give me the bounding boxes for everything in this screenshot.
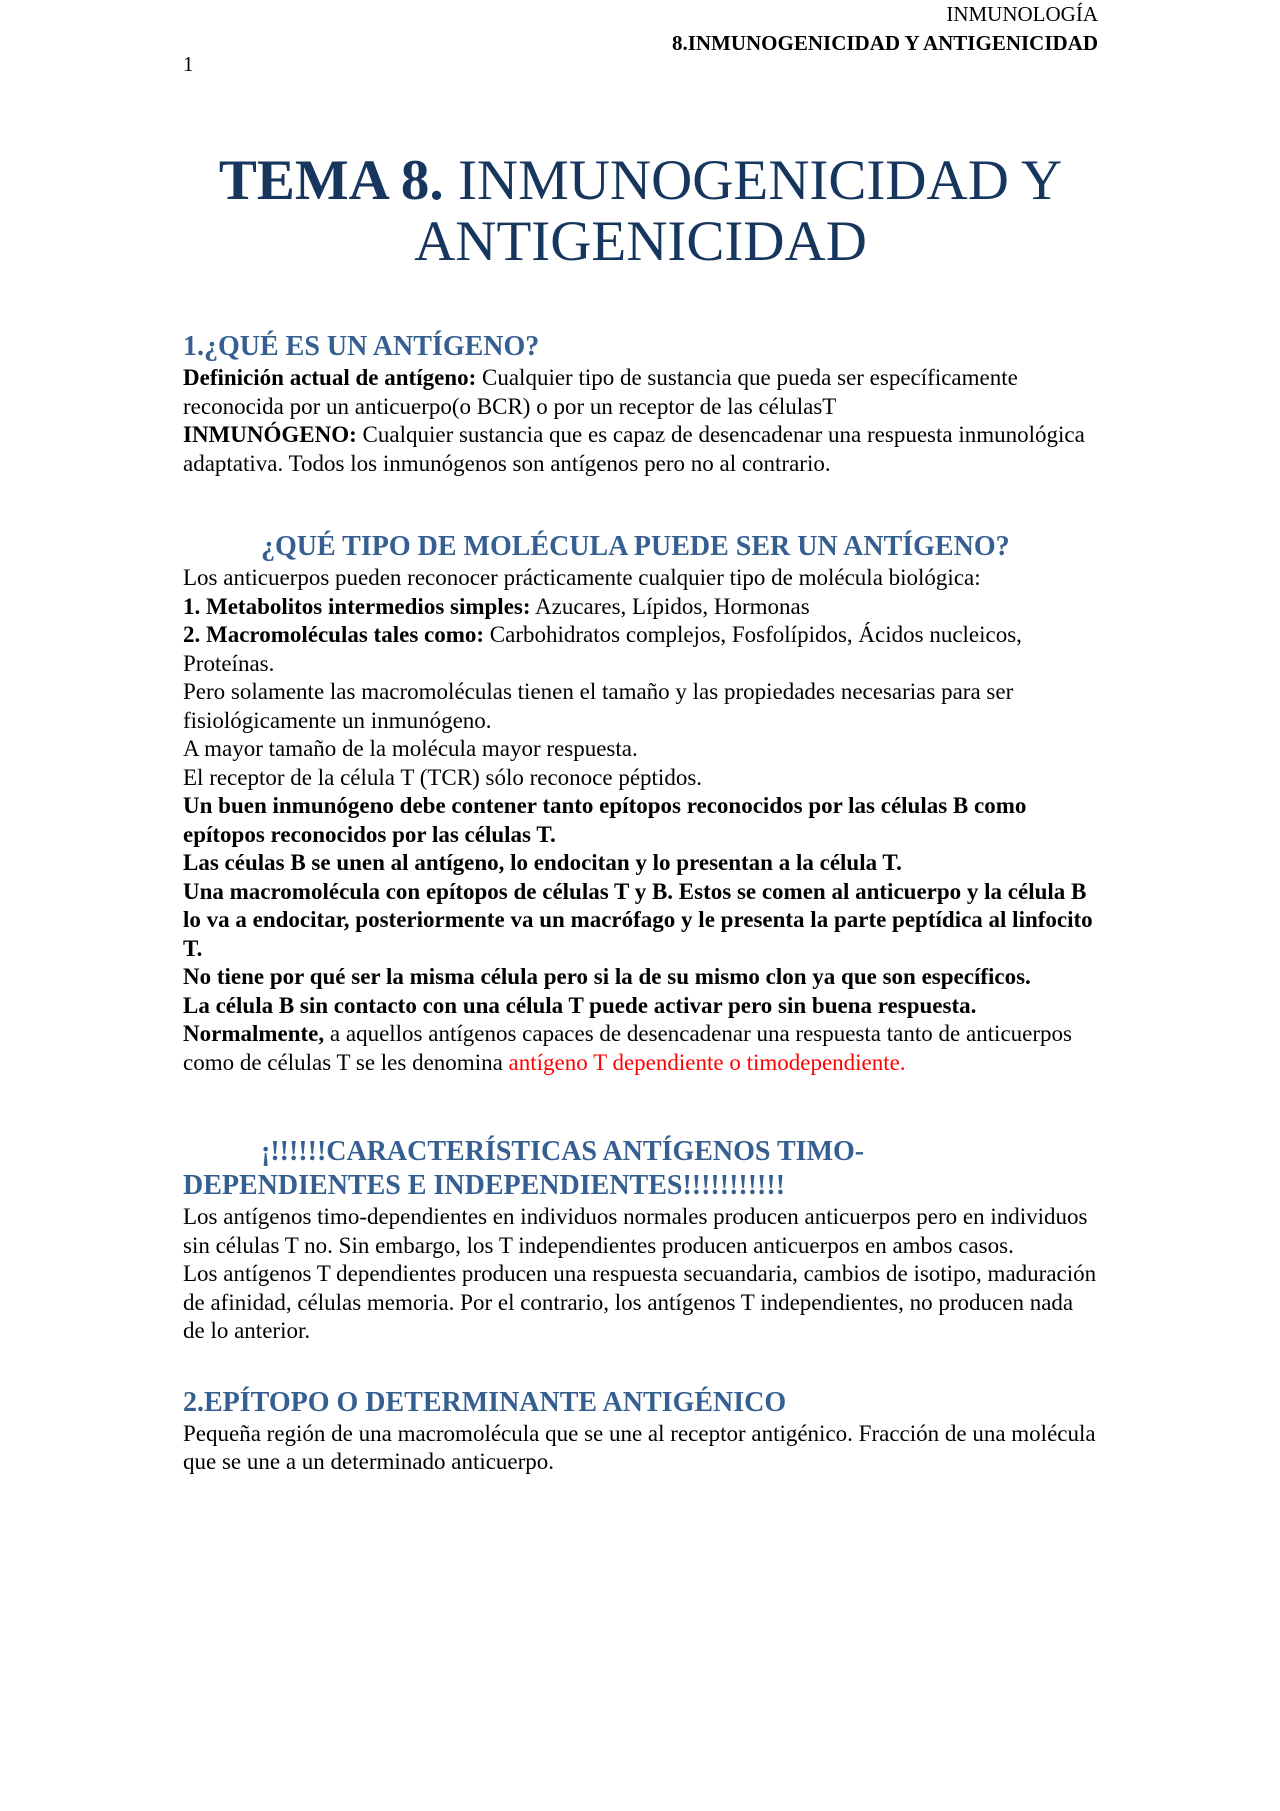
inmunogeno-paragraph: [183, 421, 1098, 478]
inmunogeno-label: INMUNÓGENO:: [183, 422, 357, 447]
section-caract-heading: [183, 1135, 1098, 1203]
caract-p1: Los antígenos timo-dependientes en individuos normales producen anticuerpos pero en individuos sin células T no. Sin embargo, los T independientes producen anticuerpos en ambos casos.: [183, 1204, 1088, 1258]
section1-heading: 1.¿QUÉ ES UN ANTÍGENO?: [183, 331, 540, 362]
section2-p1: Pequeña región de una macromolécula que se une al receptor antigénico. Fracción de una molécula que se une a un determinado anticuerpo.: [183, 1420, 1096, 1474]
document-body: [183, 150, 1098, 1477]
tipo-bold1: Un buen inmunógeno debe contener tanto epítopos reconocidos por las células B como epítopos reconocidos por las células T.: [183, 793, 1027, 847]
tipo-p2: A mayor tamaño de la molécula mayor respuesta.: [183, 736, 638, 761]
tipo-item1: [183, 593, 1098, 622]
definition-paragraph: [183, 364, 1098, 421]
normalmente-highlight: antígeno T dependiente o timodependiente.: [508, 1049, 906, 1075]
tipo-item1-label: 1. Metabolitos intermedios simples:: [183, 593, 531, 619]
header-chapter: 8.INMUNOGENICIDAD Y ANTIGENICIDAD: [671, 31, 1098, 55]
tipo-p3: El receptor de la célula T (TCR) sólo reconoce péptidos.: [183, 764, 703, 790]
inmunogeno-text: Cualquier sustancia que es capaz de desencadenar una respuesta inmunológica adaptativa. Todos los inmunógenos son antígenos pero no al contrario.: [183, 422, 1085, 476]
tipo-bold3: Una macromolécula con epítopos de células T y B. Estos se comen al anticuerpo y la célula B lo va a endocitar, posteriormente va un macrófago y le presenta la parte peptídica al linfocito T.: [183, 878, 1093, 961]
title-bold-part: TEMA 8.: [218, 149, 444, 212]
page-header: [672, 0, 1098, 58]
section-tipo-heading: ¿QUÉ TIPO DE MOLÉCULA PUEDE SER UN ANTÍGENO?: [261, 531, 1010, 562]
definition-text: Cualquier tipo de sustancia que pueda ser específicamente reconocida por un anticuerpo(o BCR) o por un receptor de las célulasT: [183, 365, 1018, 419]
tipo-bold4: No tiene por qué ser la misma célula pero si la de su mismo clon ya que son específicos.: [183, 964, 1031, 989]
caract-heading-line2: DEPENDIENTES E INDEPENDIENTES!!!!!!!!!!!: [183, 1170, 786, 1201]
tipo-p1: Pero solamente las macromoléculas tienen el tamaño y las propiedades necesarias para ser fisiológicamente un inmunógeno.: [183, 679, 1014, 733]
tipo-item2-label: 2. Macromoléculas tales como:: [183, 622, 485, 647]
tipo-item1-text: Azucares, Lípidos, Hormonas: [530, 593, 810, 619]
tipo-intro: Los anticuerpos pueden reconocer prácticamente cualquier tipo de molécula biológica:: [183, 565, 981, 590]
title-rest-line1: INMUNOGENICIDAD Y: [443, 149, 1063, 212]
caract-p2: Los antígenos T dependientes producen una respuesta secuandaria, cambios de isotipo, maduración de afinidad, células memoria. Por el contrario, los antígenos T independientes, no producen nada de lo anterior.: [183, 1261, 1097, 1343]
tipo-bold5: La célula B sin contacto con una célula T puede activar pero sin buena respuesta.: [183, 992, 977, 1018]
header-subject: INMUNOLOGÍA: [946, 2, 1098, 26]
page-number: 1: [183, 52, 194, 76]
tipo-item2-text: Carbohidratos complejos, Fosfolípidos, Ácidos nucleicos, Proteínas.: [183, 622, 1022, 676]
title-line2: ANTIGENICIDAD: [414, 210, 867, 273]
tipo-bold2: Las céulas B se unen al antígeno, lo endocitan y lo presentan a la célula T.: [183, 850, 902, 875]
definition-label: Definición actual de antígeno:: [183, 365, 477, 390]
normalmente-text: a aquellos antígenos capaces de desencadenar una respuesta tanto de anticuerpos como de células T se les denomina: [183, 1021, 1072, 1075]
normalmente-paragraph: [183, 1020, 1098, 1077]
section2-heading: 2.EPÍTOPO O DETERMINANTE ANTIGÉNICO: [183, 1386, 787, 1418]
document-title: [183, 150, 1098, 272]
normalmente-label: Normalmente,: [183, 1021, 325, 1046]
caract-heading-line1: ¡!!!!!!CARACTERÍSTICAS ANTÍGENOS TIMO-: [261, 1136, 865, 1167]
tipo-item2: [183, 621, 1098, 678]
